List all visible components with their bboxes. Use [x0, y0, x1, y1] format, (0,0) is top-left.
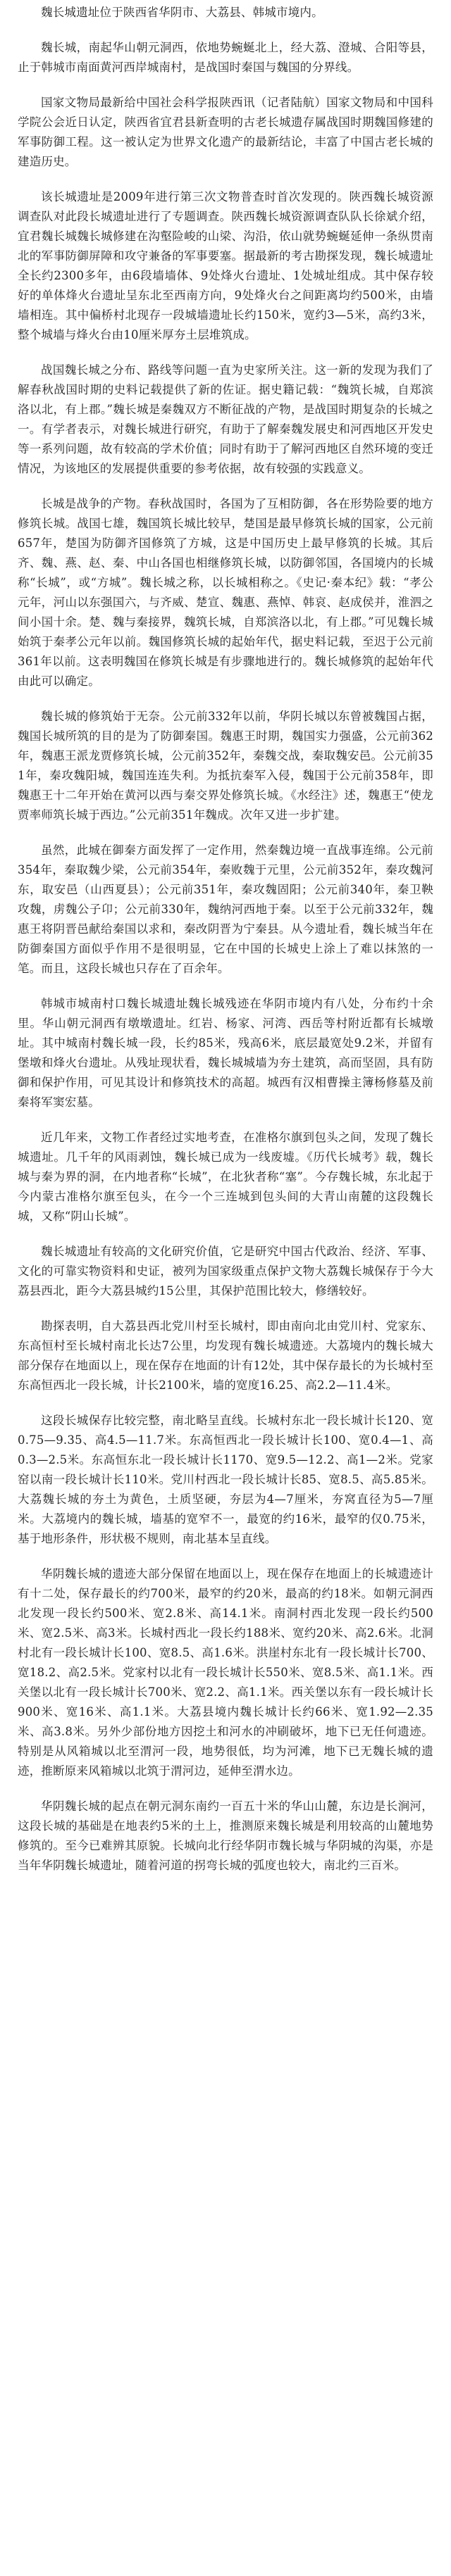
paragraph: 勘探表明，自大荔县西北党川村至长城村，即由南向北由党川村、党家东、东高恒村至长城村南北长达7公里，均发现有魏长城遗迹。大荔境内的魏长城大部分保存在地面以上，现在保存在地面的计有12处，其中保存最长的为长城村至东高恒西北一段长城，计长2100米，墙的宽度16.25、高2.2—11.4米。	[18, 1319, 433, 1392]
paragraph: 战国魏长城之分布、路线等问题一直为史家所关注。这一新的发现为我们了解春秋战国时期的史料记载提供了新的佐证。据史籍记载：“魏筑长城，自郑滨洛以北，有上郡。”魏长城是秦魏双方不断征战的产物，是战国时期复杂的长城之一。有学者表示，对魏长城进行研究，有助于了解秦魏发展史和河西地区开发史等一系列问题，故有较高的学术价值；同时有助于了解河西地区自然环境的变迁情况，为该地区的发展提供重要的参考依据，故有较强的实践意义。	[18, 363, 433, 475]
paragraph: 魏长城遗址位于陕西省华阴市、大荔县、韩城市境内。	[41, 6, 323, 19]
paragraph: 魏长城，南起华山朝元洞西，依地势蜿蜒北上，经大荔、澄城、合阳等县，止于韩城市南面黄河西岸城南村，是战国时秦国与魏国的分界线。	[18, 41, 433, 74]
paragraph: 魏长城的修筑始于无奈。公元前332年以前，华阴长城以东曾被魏国占据，魏国长城所筑的目的是为了防御秦国。魏惠王时期，魏国实力强盛，公元前362年，魏惠王派龙贾修筑长城，公元前352年，秦魏交战，秦取魏安邑。公元前351年，秦攻魏阳城，魏国连连失利。为抵抗秦军入侵，魏国于公元前358年，即魏惠王十二年开始在黄河以西与秦交界处修筑长城。《水经注》述，魏惠王“使龙贾率师筑长城于西边。”公元前351年魏成。次年又进一步扩建。	[18, 710, 433, 822]
paragraph: 华阴魏长城的起点在朝元洞东南约一百五十米的华山山麓，东边是长涧河，这段长城的基础是在地表约5米的土上，推测原来魏长城是利用较高的山麓地势修筑的。至今已难辨其原貌。长城向北行经华阴市魏长城与华阴城的沟渠，亦是当年华阴魏长城遗址，随着河道的拐弯长城的弧度也较大，南北约三百米。	[18, 1799, 433, 1872]
paragraph: 长城是战争的产物。春秋战国时，各国为了互相防御，各在形势险要的地方修筑长城。战国七雄，魏国筑长城比较早，楚国是最早修筑长城的国家，公元前657年，楚国为防御齐国修筑了方城，这是中国历史上最早修筑的长城。其后齐、魏、燕、赵、秦、中山各国也相继修筑长城，以防御邻国，各国境内的长城称“长城”，或“方城”。魏长城之称，以长城相称之。《史记·秦本纪》载：“孝公元年，河山以东强国六，与齐威、楚宣、魏惠、燕悼、韩哀、赵成侯并，淮泗之间小国十余。楚、魏与秦接界，魏筑长城，自郑滨洛以北，有上郡。”可见魏长城始筑于秦孝公元年以前。魏国修筑长城的起始年代，据史料记载，至迟于公元前361年以前。这表明魏国在修筑长城是有步骤地进行的。魏长城修筑的起始年代由此可以确定。	[18, 497, 433, 688]
paragraph: 国家文物局最新给中国社会科学报陕西讯（记者陆航）国家文物局和中国科学院公会近日认定，陕西省宜君县新查明的古老长城遗存属战国时期魏国修建的军事防御工程。这一被认定为世界文化遗产的最新结论，丰富了中国古老长城的建造历史。	[18, 96, 433, 168]
paragraph: 魏长城遗址有较高的文化研究价值，它是研究中国古代政治、经济、军事、文化的可靠实物资料和史证，被列为国家级重点保护文物大荔魏长城保存于今大荔县西北，距今大荔县城约15公里，其保护范围比较大，修缮较好。	[18, 1245, 433, 1298]
paragraph: 该长城遗址是2009年进行第三次文物普查时首次发现的。陕西魏长城资源调查队对此段长城遗址进行了专题调查。陕西魏长城资源调查队队长徐斌介绍，宜君魏长城魏长城修建在沟壑险峻的山梁、沟沿，依山就势蜿蜒延伸一条纵贯南北的军事防御屏障和攻守兼备的军事要塞。据最新的考古勘探发现，魏长城遗址全长约2300多年，由6段墙墙体、9处烽火台遗址、1处城址组成。其中保存较好的单体烽火台遗址呈东北至西南方向，9处烽火台之间距离均约500米，由墙墙相连。其中偏桥村北现存一段城墙遗址长约150米，宽约3—5米，高约3米，整个城墙与烽火台由10厘米厚夯土层堆筑成。	[18, 190, 433, 341]
paragraph: 这段长城保存比较完整，南北略呈直线。长城村东北一段长城计长120、宽0.75—9.35、高4.5—11.7米。东高恒西北一段长城计长100、宽0.4—1、高0.3—2.5米。东高恒东北一段长城计长1170、宽9.5—12.2、高1—2米。党家窑以南一段长城计长110米。党川村西北一段长城计长85、宽8.5、高5.85米。大荔魏长城的夯土为黄色，土质坚硬，夯层为4—7厘米，夯窝直径为5—7厘米。大荔境内的魏长城，墙基的宽窄不一，最宽的约16米，最窄的仅0.75米，基于地形条件，形状极不规则，南北基本呈直线。	[18, 1414, 433, 1545]
paragraph: 华阴魏长城的遗迹大部分保留在地面以上，现在保存在地面上的长城遗迹计有十二处，保存最长的约700米，最窄的约20米，最高的约18米。如朝元洞西北发现一段长约500米、宽2.8米、高14.1米。南洞村西北发现一段长约500米、宽2.5米、高3米。长城村西北一段长约188米、宽约20米、高2.6米。北洞村北有一段长城计长100、宽8.5、高1.6米。洪崖村东北有一段长城计长700、宽18.2、高2.5米。党家村以北有一段长城计长550米、宽8.5米、高1.1米。西关堡以北有一段长城计长700米、宽2.2、高1.1米。西关堡以东有一段长城计长900米、宽16米、高1.1米。大荔县境内魏长城计长约66米、宽1.92—2.35米、高3.8米。另外少部份地方因挖土和河水的冲刷破坏，地下已无任何遗迹。特别是从风箱城以北至渭河一段，地势很低，均为河滩，地下已无魏长城的遗迹，推断原来风箱城以北筑于渭河边，延伸至渭水边。	[18, 1567, 433, 1778]
paragraph: 韩城市城南村口魏长城遗址魏长城残迹在华阴市境内有八处，分布约十余里。华山朝元洞西有墩墩遗址。红岩、杨家、河湾、西岳等村附近都有长城墩址。其中城南村魏长城一段，长约85米，残高6米，底层最宽处9.2米，并留有堡墩和烽火台遗址。从残址现状看，魏长城城墙为夯土建筑，高而坚固，具有防御和保护作用，可见其设计和修筑技术的高超。城西有汉相曹操主簿杨修墓及前秦将军窦宏墓。	[18, 997, 433, 1109]
paragraph: 近几年来，文物工作者经过实地考查，在准格尔旗到包头之间，发现了魏长城遗址。几千年的风雨剥蚀，魏长城已成为一线废墟。《历代长城考》载，魏长城与秦为界的洞，在内地者称“长城”，在北狄者称“塞”。今存魏长城，东北起于今内蒙古准格尔旗至包头，在今一个三连城到包头间的大青山南麓的这段魏长城，又称“阴山长城”。	[18, 1131, 433, 1223]
paragraph: 虽然，此城在御秦方面发挥了一定作用，然秦魏边境一直战事连绵。公元前354年，秦取魏少梁，公元前354年，秦败魏于元里，公元前352年，秦攻魏河东，取安邑（山西夏县）；公元前351年，秦攻魏固阳；公元前340年，秦卫鞅攻魏，虏魏公子卬；公元前330年，魏纳河西地于秦。以至于公元前332年，魏惠王将阴晋邑献给秦国以求和，秦改阴晋为宁秦县。从今遗址看，魏长城当年在防御秦国方面似乎作用不是很明显，它在中国的长城史上涂上了难以抹煞的一笔。而且，这段长城也只存在了百余年。	[18, 843, 433, 975]
